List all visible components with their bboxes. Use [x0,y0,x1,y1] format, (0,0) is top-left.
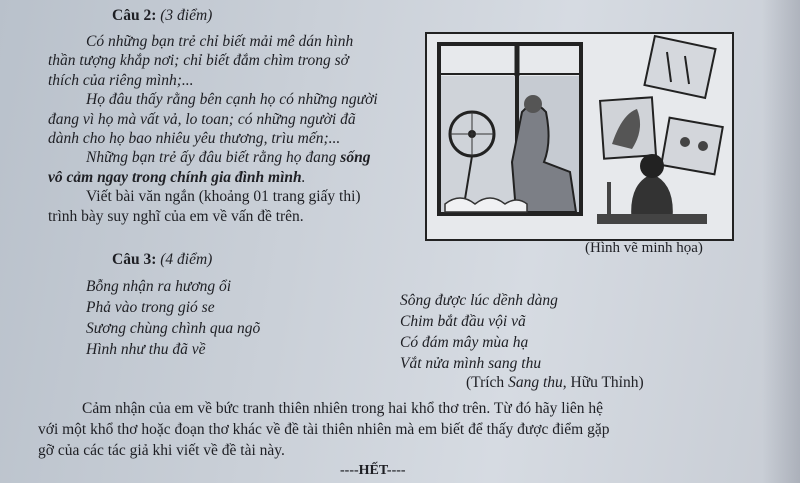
question3-label: Câu 3: [112,251,157,268]
question2-body: Có những bạn trẻ chỉ biết mải mê dán hình thần tượng khắp nơi; chỉ biết đắm chìm trong sở thích của riêng mình;... Họ đâu thấy rằng bên cạnh họ có những người đang vì họ mà vất vả, lo toan; có những người đã dành cho họ bao nhiêu yêu thương, trìu mến;... Những bạn trẻ ấy đâu biết rằng họ đang sống vô cảm ngay trong chính gia đình mình. Viết bài văn ngắn (khoảng 01 trang giấy thi) trình bày suy nghĩ của em về vấn đề trên. [48,32,388,226]
question2-para3: Những bạn trẻ ấy đâu biết rằng họ đang sống [86,149,371,167]
poem-stanza-2: Sông được lúc dềnh dàng Chim bắt đầu vội vã Có đám mây mùa hạ Vắt nửa mình sang thu [400,292,558,372]
question2-para2: Họ đâu thấy rằng bên cạnh họ có những người [86,91,378,109]
question2-label: Câu 2: [112,7,157,24]
end-mark: ----HẾT---- [340,463,406,478]
illustration-drawing [427,34,732,239]
question3-heading [112,252,212,268]
poem-title: Sang thu [508,374,563,391]
illustration-figure [425,32,734,241]
illustration-caption: (Hình vẽ minh họa) [585,240,703,256]
question2-points: (3 điểm) [160,7,213,24]
poem-stanza-1: Bỗng nhận ra hương ổi Phả vào trong gió se Sương chùng chình qua ngõ Hình như thu đã về [86,278,261,358]
question2-heading [112,8,212,24]
question2-task: Viết bài văn ngắn (khoảng 01 trang giấy thi) trình bày suy nghĩ của em về vấn đề trên. [48,188,361,225]
poem-source: (Trích Sang thu, Hữu Thỉnh) [466,374,644,391]
question2-para3-emphasis: vô cảm ngay trong chính gia đình mình [48,168,302,186]
question3-task: Cảm nhận của em về bức tranh thiên nhiên trong hai khổ thơ trên. Từ đó hãy liên hệ với một khổ thơ hoặc đoạn thơ khác về đề tài thiên nhiên mà em biết để thấy được điểm gặp gỡ của các tác giả khi viết về đề tài này. [38,400,610,459]
question2-para1: Có những bạn trẻ chỉ biết mải mê dán hình [86,33,354,50]
question3-points: (4 điểm) [160,251,213,268]
paper-edge-shadow [762,0,800,483]
